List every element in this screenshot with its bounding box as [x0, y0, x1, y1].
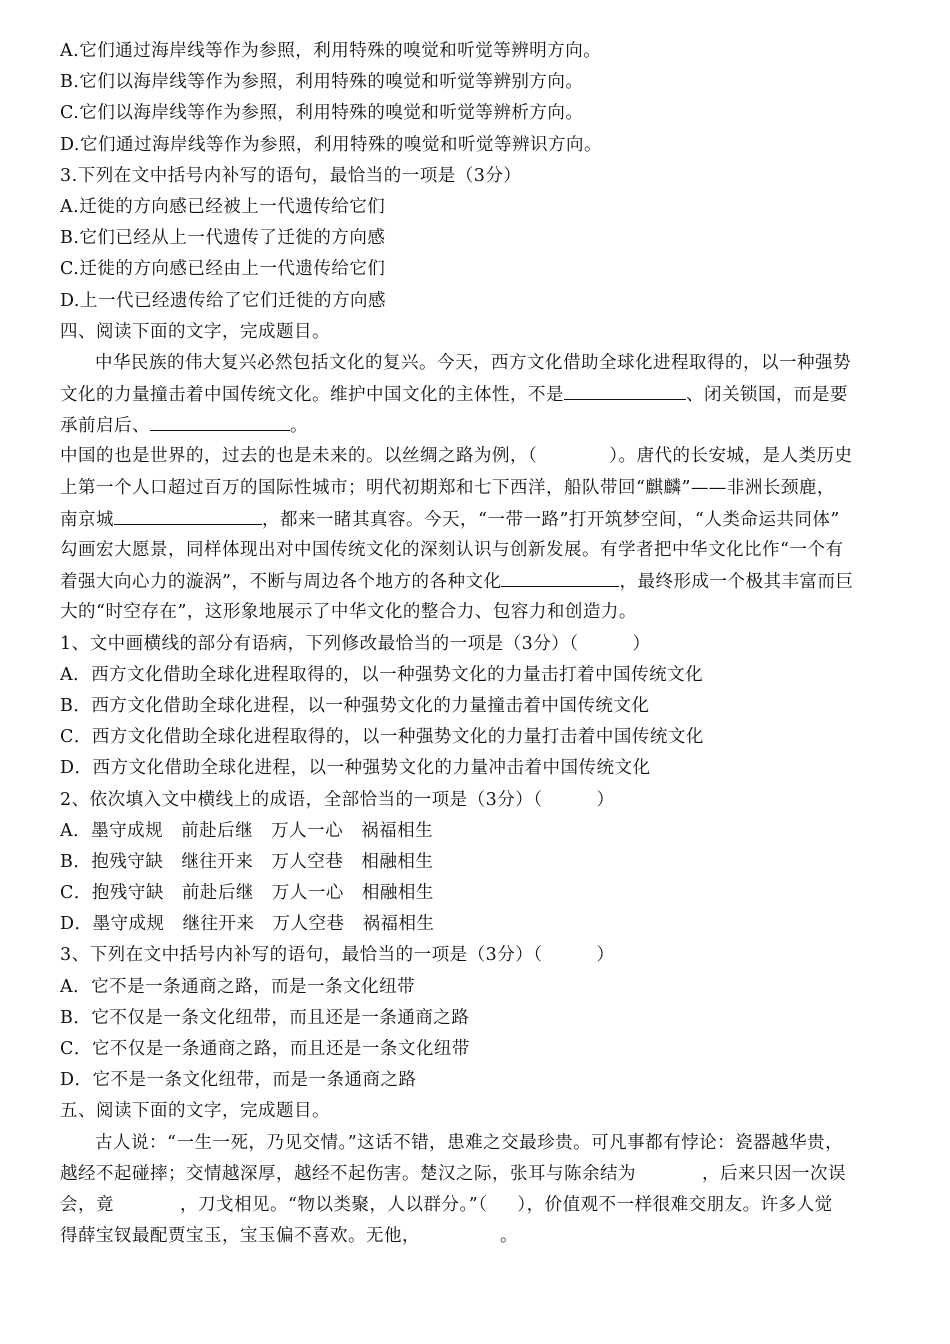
- fill-blank: [564, 379, 686, 400]
- passage-text: ）。唐代的长安城，是人类历史: [609, 446, 853, 467]
- passage-line: [60, 504, 900, 535]
- passage-text: 、闭关锁国，而是要: [686, 385, 848, 406]
- passage-text: 中国的也是世界的，过去的也是未来的。以丝绸之路为例，（: [60, 446, 538, 467]
- passage-line: 上第一个人口超过百万的国际性城市；明代初期郑和七下西洋，船队带回“麒麟”——非洲长颈鹿，: [60, 477, 835, 498]
- option-line: B.它们以海岸线等作为参照，利用特殊的嗅觉和听觉等辨别方向。: [60, 72, 584, 93]
- question-stem: 3、下列在文中括号内补写的语句，最恰当的一项是（3分）（ ）: [60, 945, 615, 966]
- passage-text: ，刀戈相见。“物以类聚，人以群分。”（: [180, 1194, 488, 1215]
- passage-text: 会，竟: [60, 1194, 114, 1215]
- passage-text: 中华民族的伟大复兴必然包括文化的复兴。今天，西方文化借助全球化进程取得的，以一种强势: [95, 352, 851, 373]
- passage-line: 勾画宏大愿景，同样体现出对中国传统文化的深刻认识与创新发展。有学者把中华文化比作“一个有: [60, 540, 844, 560]
- passage-text: 着强大向心力的漩涡”，不断与周边各个地方的各种文化: [60, 572, 502, 593]
- option-line: B.它们已经从上一代遗传了迁徙的方向感: [60, 228, 386, 249]
- option-line: D．西方文化借助全球化进程，以一种强势文化的力量冲击着中国传统文化: [60, 758, 651, 779]
- option-line: B．西方文化借助全球化进程，以一种强势文化的力量撞击着中国传统文化: [60, 695, 650, 716]
- passage-text: 承前启后、: [60, 416, 150, 437]
- fill-blank: [114, 504, 262, 525]
- passage-text: ，最终形成一个极其丰富而巨: [619, 572, 854, 593]
- question-stem: 3.下列在文中括号内补写的语句，最恰当的一项是（3分）: [60, 165, 522, 186]
- option-line: D．它不是一条文化纽带，而是一条通商之路: [60, 1070, 417, 1091]
- option-line: C．西方文化借助全球化进程取得的，以一种强势文化的力量打击着中国传统文化: [60, 727, 704, 748]
- passage-line: [60, 348, 900, 379]
- option-line: D.上一代已经遗传给了它们迁徙的方向感: [60, 290, 386, 311]
- passage-text: 。: [500, 1226, 518, 1247]
- section-heading: 五、阅读下面的文字，完成题目。: [60, 1101, 330, 1122]
- question-stem: 2、依次填入文中横线上的成语，全部恰当的一项是（3分）（ ）: [60, 789, 615, 810]
- option-line: A.迁徙的方向感已经被上一代遗传给它们: [60, 196, 386, 217]
- passage-text: 南京城: [60, 509, 114, 530]
- option-line: C．抱残守缺 前赴后继 万人一心 相融相生: [60, 883, 434, 904]
- section-heading: 四、阅读下面的文字，完成题目。: [60, 321, 330, 342]
- fill-blank: [150, 410, 290, 431]
- passage-text: 越经不起碰摔；交情越深厚，越经不起伤害。楚汉之际，张耳与陈余结为: [60, 1163, 636, 1184]
- passage-line: [60, 410, 900, 441]
- option-line: B．抱残守缺 继往开来 万人空巷 相融相生: [60, 851, 434, 872]
- option-line: A．它不是一条通商之路，而是一条文化纽带: [60, 976, 416, 997]
- option-line: B．它不仅是一条文化纽带，而且还是一条通商之路: [60, 1007, 470, 1028]
- passage-line: [60, 379, 900, 410]
- passage-text: ，都来一睹其真容。今天，“一带一路”打开筑梦空间，“人类命运共同体”: [262, 509, 840, 530]
- option-line: D.它们通过海岸线等作为参照，利用特殊的嗅觉和听觉等辨识方向。: [60, 134, 602, 155]
- fill-blank: [501, 566, 619, 587]
- passage-text: 古人说：“一生一死，乃见交情。”这话不错，患难之交最珍贵。可凡事都有悖论：瓷器越华贵，: [95, 1132, 844, 1153]
- passage-text: 文化的力量撞击着中国传统文化。维护中国文化的主体性，不是: [60, 385, 564, 406]
- option-line: C．它不仅是一条通商之路，而且还是一条文化纽带: [60, 1039, 470, 1059]
- option-line: D．墨守成规 继往开来 万人空巷 祸福相生: [60, 914, 435, 935]
- passage-line: [60, 1190, 900, 1221]
- option-line: A．西方文化借助全球化进程取得的，以一种强势文化的力量击打着中国传统文化: [60, 664, 704, 685]
- passage-text: ，后来只因一次误: [702, 1163, 846, 1184]
- option-line: A．墨守成规 前赴后继 万人一心 祸福相生: [60, 820, 434, 841]
- passage-text: ），价值观不一样很难交朋友。许多人觉: [517, 1194, 833, 1215]
- question-stem: 1、文中画横线的部分有语病，下列修改最恰当的一项是（3分）（ ）: [60, 633, 651, 654]
- passage-line: [60, 566, 900, 597]
- exam-page: [60, 36, 900, 1252]
- passage-line: 大的“时空存在”，这形象地展示了中华文化的整合力、包容力和创造力。: [60, 602, 637, 623]
- passage-text: 。: [290, 416, 308, 437]
- option-line: C.迁徙的方向感已经由上一代遗传给它们: [60, 259, 386, 280]
- passage-line: [60, 441, 900, 472]
- option-line: C.它们以海岸线等作为参照，利用特殊的嗅觉和听觉等辨析方向。: [60, 103, 584, 124]
- passage-line: [60, 1221, 900, 1252]
- passage-line: [60, 1128, 900, 1159]
- passage-text: 得薛宝钗最配贾宝玉，宝玉偏不喜欢。无他，: [60, 1226, 420, 1247]
- option-line: A.它们通过海岸线等作为参照，利用特殊的嗅觉和听觉等辨明方向。: [60, 41, 602, 61]
- passage-line: [60, 1159, 900, 1190]
